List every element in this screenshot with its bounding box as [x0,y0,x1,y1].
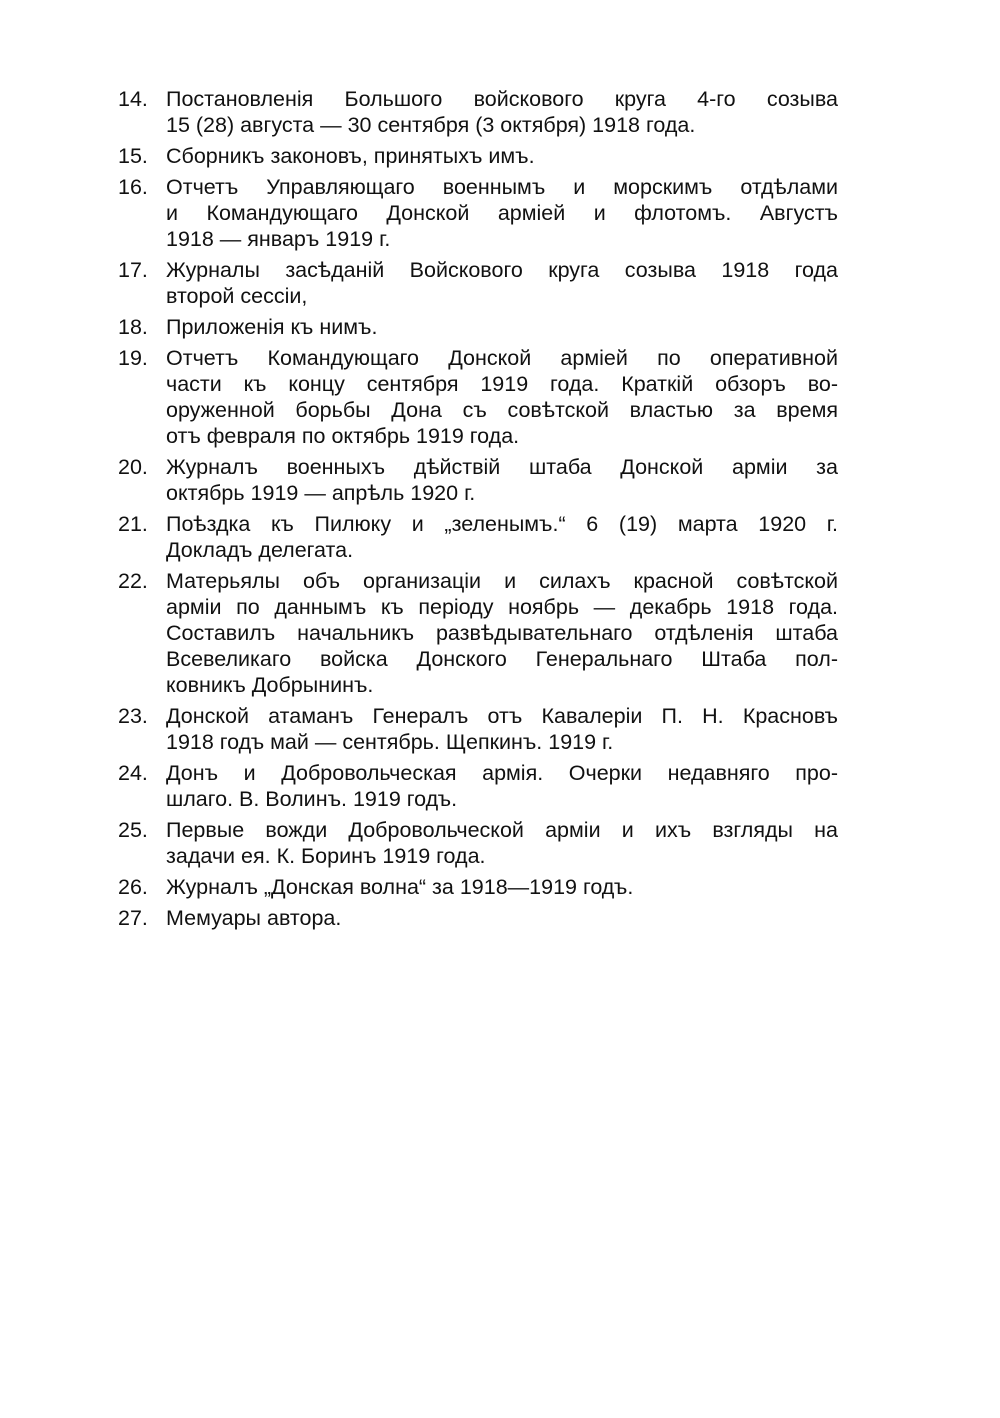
text-line: 1918 — январъ 1919 г. [166,227,391,251]
list-item [118,905,838,931]
text-line: Донской атаманъ Генералъ отъ Кавалеріи П. Н. Красновъ [166,704,838,728]
text-line: Первые вожди Добровольческой арміи и ихъ взгляды на [166,818,838,842]
text-line: Журналы засѣданій Войскового круга созыва 1918 года [166,258,838,282]
item-number: 19. [118,346,148,370]
text-line: ковникъ Добрынинъ. [166,673,374,697]
item-text [166,174,838,252]
text-line: части къ концу сентября 1919 года. Краткій обзоръ во- [166,372,838,396]
list-item [118,511,838,563]
text-line: оруженной борьбы Дона съ совѣтской властью за время [166,398,838,422]
list-item [118,174,838,252]
item-text [166,454,838,506]
item-text [166,703,838,755]
item-number: 20. [118,455,148,479]
list-item [118,257,838,309]
item-text [166,905,838,931]
item-text [166,817,838,869]
list-item [118,86,838,138]
text-line: Журналъ военныхъ дѣйствій штаба Донской арміи за [166,455,838,479]
item-number: 15. [118,144,148,168]
list-item [118,874,838,900]
list-item [118,568,838,698]
list-item [118,454,838,506]
item-number: 16. [118,175,148,199]
text-line: 15 (28) августа — 30 сентября (3 октября) 1918 года. [166,113,696,137]
item-text [166,760,838,812]
item-number: 18. [118,315,148,339]
item-number: 25. [118,818,148,842]
list-item [118,703,838,755]
item-text [166,568,838,698]
text-line: Сборникъ законовъ, принятыхъ имъ. [166,144,535,168]
text-line: Отчетъ Управляющаго военнымъ и морскимъ отдѣлами [166,175,838,199]
list-item [118,760,838,812]
item-text [166,257,838,309]
text-line: Постановленія Большого войскового круга 4-го созыва [166,87,838,111]
text-line: отъ февраля по октябрь 1919 года. [166,424,520,448]
list-item [118,314,838,340]
list-item [118,345,838,449]
item-number: 17. [118,258,148,282]
text-line: Донъ и Добровольческая армія. Очерки недавняго про- [166,761,838,785]
item-text [166,345,838,449]
list-item [118,817,838,869]
item-text [166,314,838,340]
text-line: второй сессіи, [166,284,308,308]
text-line: задачи ея. К. Боринъ 1919 года. [166,844,486,868]
item-number: 14. [118,87,148,111]
bibliography-list [118,86,838,936]
text-line: Матерьялы объ организаціи и силахъ красной совѣтской [166,569,838,593]
text-line: шлаго. В. Волинъ. 1919 годъ. [166,787,458,811]
text-line: Докладъ делегата. [166,538,354,562]
text-line: Поѣздка къ Пилюку и „зеленымъ.“ 6 (19) марта 1920 г. [166,512,838,536]
text-line: Мемуары автора. [166,906,342,930]
text-line: арміи по даннымъ къ періоду ноябрь — декабрь 1918 года. [166,595,838,619]
item-text [166,86,838,138]
item-number: 26. [118,875,148,899]
text-line: октябрь 1919 — апрѣль 1920 г. [166,481,476,505]
list-item [118,143,838,169]
item-text [166,143,838,169]
item-text [166,874,838,900]
text-line: Составилъ начальникъ развѣдывательнаго отдѣленія штаба [166,621,838,645]
text-line: Отчетъ Командующаго Донской арміей по оперативной [166,346,838,370]
item-number: 27. [118,906,148,930]
item-text [166,511,838,563]
text-line: и Командующаго Донской арміей и флотомъ. Августъ [166,201,838,225]
text-line: Всевеликаго войска Донского Генеральнаго Штаба пол- [166,647,838,671]
item-number: 24. [118,761,148,785]
item-number: 22. [118,569,148,593]
text-line: Журналъ „Донская волна“ за 1918—1919 годъ. [166,875,634,899]
item-number: 23. [118,704,148,728]
text-line: 1918 годъ май — сентябрь. Щепкинъ. 1919 г. [166,730,614,754]
text-line: Приложенія къ нимъ. [166,315,378,339]
item-number: 21. [118,512,148,536]
